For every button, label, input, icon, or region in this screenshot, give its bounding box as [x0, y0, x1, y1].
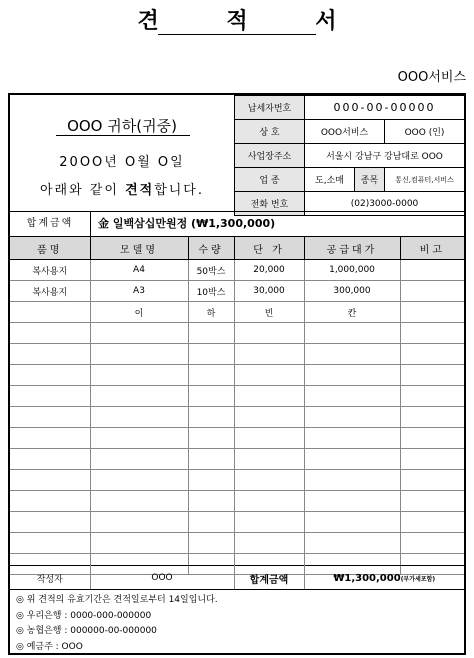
reg-number-label: 납세자번호	[235, 96, 305, 120]
table-row	[10, 533, 464, 554]
cell-model	[90, 491, 188, 512]
cell-quantity	[188, 386, 234, 407]
column-header-unit-price: 단 가	[234, 237, 304, 260]
recipient-block	[10, 95, 234, 211]
total-amount-label: 합계금액	[10, 212, 91, 236]
cell-remarks	[400, 491, 464, 512]
cell-remarks	[400, 470, 464, 491]
column-header-supply-price: 공급대가	[304, 237, 400, 260]
cell-supply-price	[304, 344, 400, 365]
document-title: 견 적 서	[137, 9, 367, 34]
cell-item-name	[10, 344, 90, 365]
cell-unit-price	[234, 491, 304, 512]
company-name-value: OOO서비스	[305, 120, 385, 144]
cell-item-name	[10, 323, 90, 344]
footer-total-value: ₩1,300,000(부가세포함)	[304, 566, 464, 591]
supplier-info-table	[234, 95, 465, 216]
cell-item-name	[10, 491, 90, 512]
cell-supply-price	[304, 386, 400, 407]
table-row	[10, 323, 464, 344]
cell-supply-price: 1,000,000	[304, 260, 400, 281]
cell-item-name	[10, 302, 90, 323]
table-row	[10, 470, 464, 491]
cell-supply-price	[304, 449, 400, 470]
table-row	[10, 344, 464, 365]
cell-unit-price	[234, 512, 304, 533]
representative-value: OOO (인)	[385, 120, 465, 144]
cell-model	[90, 428, 188, 449]
cell-model	[90, 323, 188, 344]
cell-quantity	[188, 344, 234, 365]
cell-model	[90, 365, 188, 386]
cell-remarks	[400, 533, 464, 554]
title-underline	[158, 34, 316, 35]
note-line: ◎ 우리은행 : 0000-000-000000	[16, 610, 152, 621]
cell-unit-price	[234, 533, 304, 554]
table-row	[10, 407, 464, 428]
cell-supply-price: 300,000	[304, 281, 400, 302]
cell-unit-price: 30,000	[234, 281, 304, 302]
cell-supply-price	[304, 533, 400, 554]
cell-remarks	[400, 302, 464, 323]
cell-item-name: 복사용지	[10, 281, 90, 302]
business-item-value: 통신,컴퓨터,서비스	[385, 168, 465, 192]
cell-unit-price: 빈	[234, 302, 304, 323]
cell-remarks	[400, 323, 464, 344]
items-table	[10, 237, 464, 575]
cell-model: A3	[90, 281, 188, 302]
phone-label: 전화 번호	[235, 192, 305, 216]
table-row	[10, 365, 464, 386]
total-amount-text: 金 일백삼십만원정 (₩1,300,000)	[98, 217, 276, 230]
cell-item-name	[10, 386, 90, 407]
cell-item-name	[10, 512, 90, 533]
cell-unit-price	[234, 386, 304, 407]
cell-quantity: 50박스	[188, 260, 234, 281]
cell-unit-price	[234, 323, 304, 344]
cell-model	[90, 386, 188, 407]
cell-quantity: 하	[188, 302, 234, 323]
column-header-remarks: 비고	[400, 237, 464, 260]
table-row	[10, 449, 464, 470]
cell-quantity	[188, 449, 234, 470]
cell-quantity	[188, 407, 234, 428]
cell-quantity	[188, 491, 234, 512]
cell-quantity	[188, 323, 234, 344]
cell-model	[90, 344, 188, 365]
cell-supply-price	[304, 407, 400, 428]
cell-supply-price	[304, 491, 400, 512]
quote-date: 20OO년 O월 O일	[59, 155, 185, 170]
cell-quantity	[188, 470, 234, 491]
footer-table	[10, 565, 464, 590]
cell-unit-price	[234, 365, 304, 386]
cell-remarks	[400, 365, 464, 386]
cell-item-name	[10, 449, 90, 470]
cell-supply-price	[304, 323, 400, 344]
table-row	[10, 302, 464, 323]
notes-section	[10, 589, 464, 655]
cell-unit-price	[234, 449, 304, 470]
table-row	[10, 281, 464, 302]
cell-unit-price: 20,000	[234, 260, 304, 281]
cell-remarks	[400, 386, 464, 407]
phone-value: (02)3000-0000	[305, 192, 465, 216]
business-type-value: 도,소매	[305, 168, 355, 192]
business-type-label: 업 종	[235, 168, 305, 192]
cell-remarks	[400, 344, 464, 365]
footer-total-label: 합계금액	[234, 566, 304, 591]
cell-item-name	[10, 365, 90, 386]
cell-unit-price	[234, 428, 304, 449]
reg-number-value: 000-00-00000	[305, 96, 465, 120]
recipient-underline	[56, 135, 190, 136]
cell-remarks	[400, 449, 464, 470]
cell-unit-price	[234, 344, 304, 365]
table-row	[10, 260, 464, 281]
recipient: OOO 귀하(귀중)	[67, 117, 177, 135]
table-row	[10, 386, 464, 407]
cell-item-name: 복사용지	[10, 260, 90, 281]
quotation-sheet	[8, 93, 466, 655]
cell-remarks	[400, 260, 464, 281]
cell-supply-price	[304, 470, 400, 491]
intro-text: 아래와 같이 견적합니다.	[40, 183, 204, 198]
cell-quantity	[188, 512, 234, 533]
address-label: 사업장주소	[235, 144, 305, 168]
address-value: 서울시 강남구 강남대로 OOO	[305, 144, 465, 168]
cell-supply-price	[304, 512, 400, 533]
total-amount-row	[10, 211, 464, 237]
cell-remarks	[400, 281, 464, 302]
cell-supply-price: 칸	[304, 302, 400, 323]
company-name-top: OOO서비스	[397, 70, 466, 85]
company-name-label: 상 호	[235, 120, 305, 144]
note-line: ◎ 농협은행 : 000000-00-000000	[16, 626, 157, 636]
cell-item-name	[10, 533, 90, 554]
column-header-item-name: 품명	[10, 237, 90, 260]
table-row	[10, 491, 464, 512]
cell-model	[90, 533, 188, 554]
table-row	[10, 428, 464, 449]
cell-item-name	[10, 428, 90, 449]
cell-supply-price	[304, 428, 400, 449]
cell-model	[90, 512, 188, 533]
cell-item-name	[10, 470, 90, 491]
cell-model	[90, 407, 188, 428]
column-header-quantity: 수량	[188, 237, 234, 260]
business-item-label: 종목	[355, 168, 385, 192]
column-header-model: 모델명	[90, 237, 188, 260]
note-line: ◎ 위 견적의 유효기간은 견적일로부터 14일입니다.	[16, 595, 218, 605]
cell-remarks	[400, 407, 464, 428]
cell-model	[90, 449, 188, 470]
cell-model: A4	[90, 260, 188, 281]
cell-remarks	[400, 428, 464, 449]
writer-label: 작성자	[10, 566, 90, 591]
cell-quantity	[188, 428, 234, 449]
cell-unit-price	[234, 470, 304, 491]
cell-quantity	[188, 533, 234, 554]
cell-quantity: 10박스	[188, 281, 234, 302]
cell-quantity	[188, 365, 234, 386]
cell-model	[90, 470, 188, 491]
cell-model: 이	[90, 302, 188, 323]
writer-value: OOO	[90, 566, 234, 591]
cell-item-name	[10, 407, 90, 428]
table-row	[10, 512, 464, 533]
note-line: ◎ 예금주 : OOO	[16, 641, 83, 652]
cell-remarks	[400, 512, 464, 533]
cell-supply-price	[304, 365, 400, 386]
cell-unit-price	[234, 407, 304, 428]
